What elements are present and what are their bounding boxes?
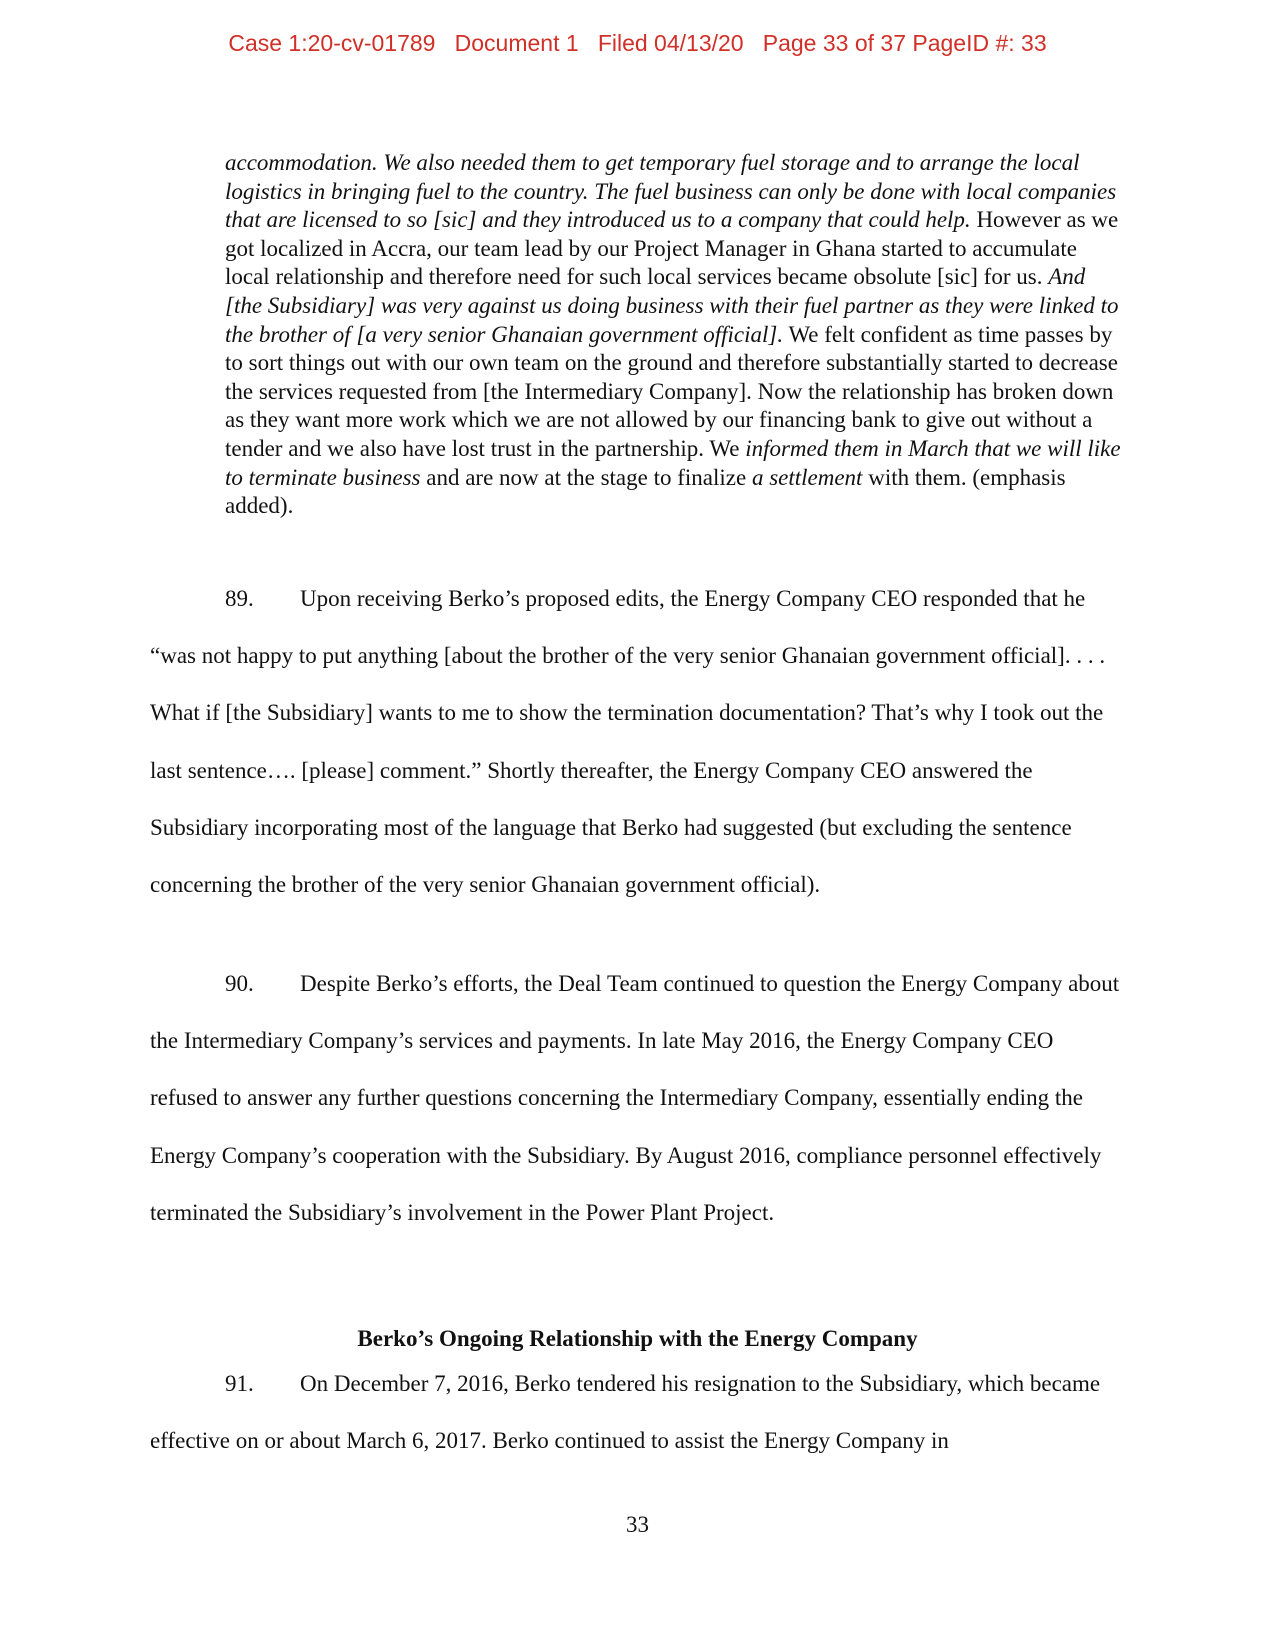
paragraph-90: [150, 955, 1125, 1241]
paragraph-text: On December 7, 2016, Berko tendered his resignation to the Subsidiary, which became effective on or about March 6, 2017. Berko continued to assist the Energy Company in: [150, 1371, 1101, 1454]
case-header: Case 1:20-cv-01789 Document 1 Filed 04/13/20 Page 33 of 37 PageID #: 33: [228, 30, 1047, 56]
section-heading: Berko’s Ongoing Relationship with the Energy Company: [357, 1326, 918, 1351]
paragraph-number: 90.: [225, 971, 254, 996]
quote-text-4: with them. (emphasis added).: [225, 464, 1066, 519]
quote-text-2: We felt confident as time passes by to sort things out with our own team on the ground and therefore substantially started to decrease the services requested from [the Intermediary Company]. Now the relationship has broken down as they want more work which we are not allowed by our financing bank to give out without a tender and we also have lost trust in the partnership. We: [225, 321, 1118, 461]
quote-text-3: and are now at the stage to finalize: [420, 464, 752, 490]
quote-text-1: However as we got localized in Accra, our team lead by our Project Manager in Ghana started to accumulate local relationship and therefore need for such local services became obsolute [sic] for us.: [225, 207, 1119, 290]
quote-italic-1: accommodation. We also needed them to get temporary fuel storage and to arrange the local logistics in bringing fuel to the country. The fuel business can only be done with local companies that are licensed to so [sic] and they introduced us to a company that could help.: [225, 150, 1117, 233]
block-quote: [225, 149, 1125, 521]
page-number: 33: [626, 1512, 649, 1537]
paragraph-number: 89.: [225, 586, 254, 611]
paragraph-text: Despite Berko’s efforts, the Deal Team continued to question the Energy Company about the Intermediary Company’s services and payments. In late May 2016, the Energy Company CEO refused to answer any further questions concerning the Intermediary Company, essentially ending the Energy Company’s cooperation with the Subsidiary. By August 2016, compliance personnel effectively terminated the Subsidiary’s involvement in the Power Plant Project.: [150, 971, 1120, 1225]
quote-italic-4: a settlement: [751, 464, 863, 490]
paragraph-number: 91.: [225, 1371, 254, 1396]
paragraph-text: Upon receiving Berko’s proposed edits, the Energy Company CEO responded that he “was not happy to put anything [about the brother of the very senior Ghanaian government official]. . . . What if [the Subsidiary] wants to me to show the termination documentation? That’s why I took out the last sentence…. [please] comment.” Shortly thereafter, the Energy Company CEO answered the Subsidiary incorporating most of the language that Berko had suggested (but excluding the sentence concerning the brother of the very senior Ghanaian government official).: [150, 586, 1106, 898]
paragraph-91: [150, 1355, 1125, 1469]
quote-italic-2: And [the Subsidiary] was very against us doing business with their fuel partner as they were linked to the brother of [a very senior Ghanaian government official].: [225, 264, 1119, 347]
quote-italic-3: informed them in March that we will like to terminate business: [225, 435, 1121, 490]
paragraph-89: [150, 570, 1125, 913]
